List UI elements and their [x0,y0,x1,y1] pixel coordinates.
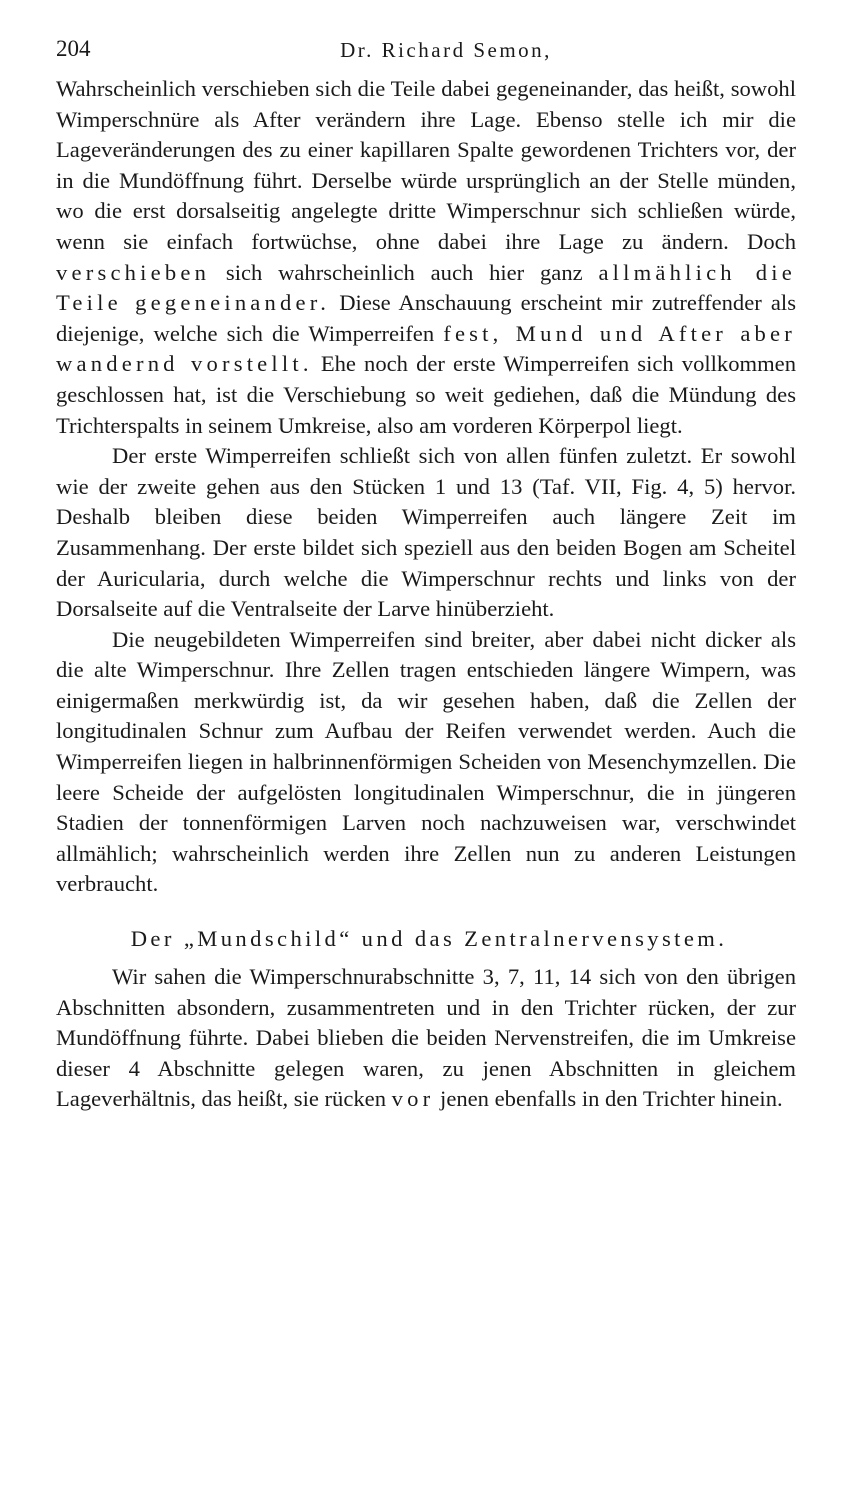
page-number: 204 [56,36,91,61]
spaced-emphasis: fest, Mund und After aber wandernd vorstellt. [56,320,796,377]
paragraph-1 [56,74,796,441]
book-page [56,30,796,1115]
text-run: jenen ebenfalls in den Trichter hinein. [440,1086,783,1112]
spaced-emphasis: allmählich die Teile gegeneinander. [56,259,796,316]
text-run: Wahrscheinlich verschieben sich die Teile dabei gegeneinander, das heißt, sowohl Wimperschnüre als After verändern ihre Lage. Ebenso stelle ich mir die Lageveränderungen des zu einer kapillaren Spalte gewordenen Trichters vor, der in die Mundöffnung führt. Derselbe würde ursprünglich an der Stelle münden, wo die erst dorsalseitig angelegte dritte Wimperschnur sich schließen würde, wenn sie einfach fortwüchse, ohne dabei ihre Lage zu ändern. Doch [56,76,796,254]
text-run: Diese Anschauung erscheint mir zutreffender als diejenige, welche sich die Wimperreifen [56,290,796,346]
running-head-author: Dr. Richard Semon, [340,38,552,62]
paragraph-4 [56,962,796,1115]
spaced-emphasis: vor [391,1086,435,1112]
running-head [56,30,796,74]
text-run: sich wahrscheinlich auch hier ganz [225,259,583,285]
text-run: Ehe noch der erste Wimperreifen sich vollkommen geschlossen hat, ist die Verschiebung so weit gediehen, daß die Mündung des Trichterspalts in seinem Umkreise, also am vorderen Körperpol liegt. [56,351,797,438]
section-heading: Der „Mundschild“ und das Zentralnervensystem. [130,926,728,952]
text-run: Wir sahen die Wimperschnurabschnitte 3, 7, 11, 14 sich von den übrigen Abschnitten absondern, zusammentreten und in den Trichter rücken, der zur Mundöffnung führte. Dabei blieben die beiden Nervenstreifen, die im Umkreise dieser 4 Abschnitte gelegen waren, zu jenen Abschnitten in gleichem Lageverhältnis, das heißt, sie rücken [56,964,796,1112]
paragraph-3: Die neugebildeten Wimperreifen sind breiter, aber dabei nicht dicker als die alte Wimperschnur. Ihre Zellen tragen entschieden längere Wimpern, was einigermaßen merkwürdig ist, da wir gesehen haben, daß die Zellen der longitudinalen Schnur zum Aufbau der Reifen verwendet werden. Auch die Wimperreifen liegen in halbrinnenförmigen Scheiden von Mesenchymzellen. Die leere Scheide der aufgelösten longitudinalen Wimperschnur, die in jüngeren Stadien der tonnenförmigen Larven noch nachzuweisen war, verschwindet allmählich; wahrscheinlich werden ihre Zellen nun zu anderen Leistungen verbraucht. [56,626,796,897]
spaced-emphasis: verschieben [56,259,211,285]
paragraph-2: Der erste Wimperreifen schließt sich von allen fünfen zuletzt. Er sowohl wie der zweite gehen aus den Stücken 1 und 13 (Taf. VII, Fig. 4, 5) hervor. Deshalb bleiben diese beiden Wimperreifen auch längere Zeit im Zusammenhang. Der erste bildet sich speziell aus den beiden Bogen am Scheitel der Auricularia, durch welche die Wimperschnur rechts und links von der Dorsalseite auf die Ventralseite der Larve hinüberzieht. [56,443,796,622]
